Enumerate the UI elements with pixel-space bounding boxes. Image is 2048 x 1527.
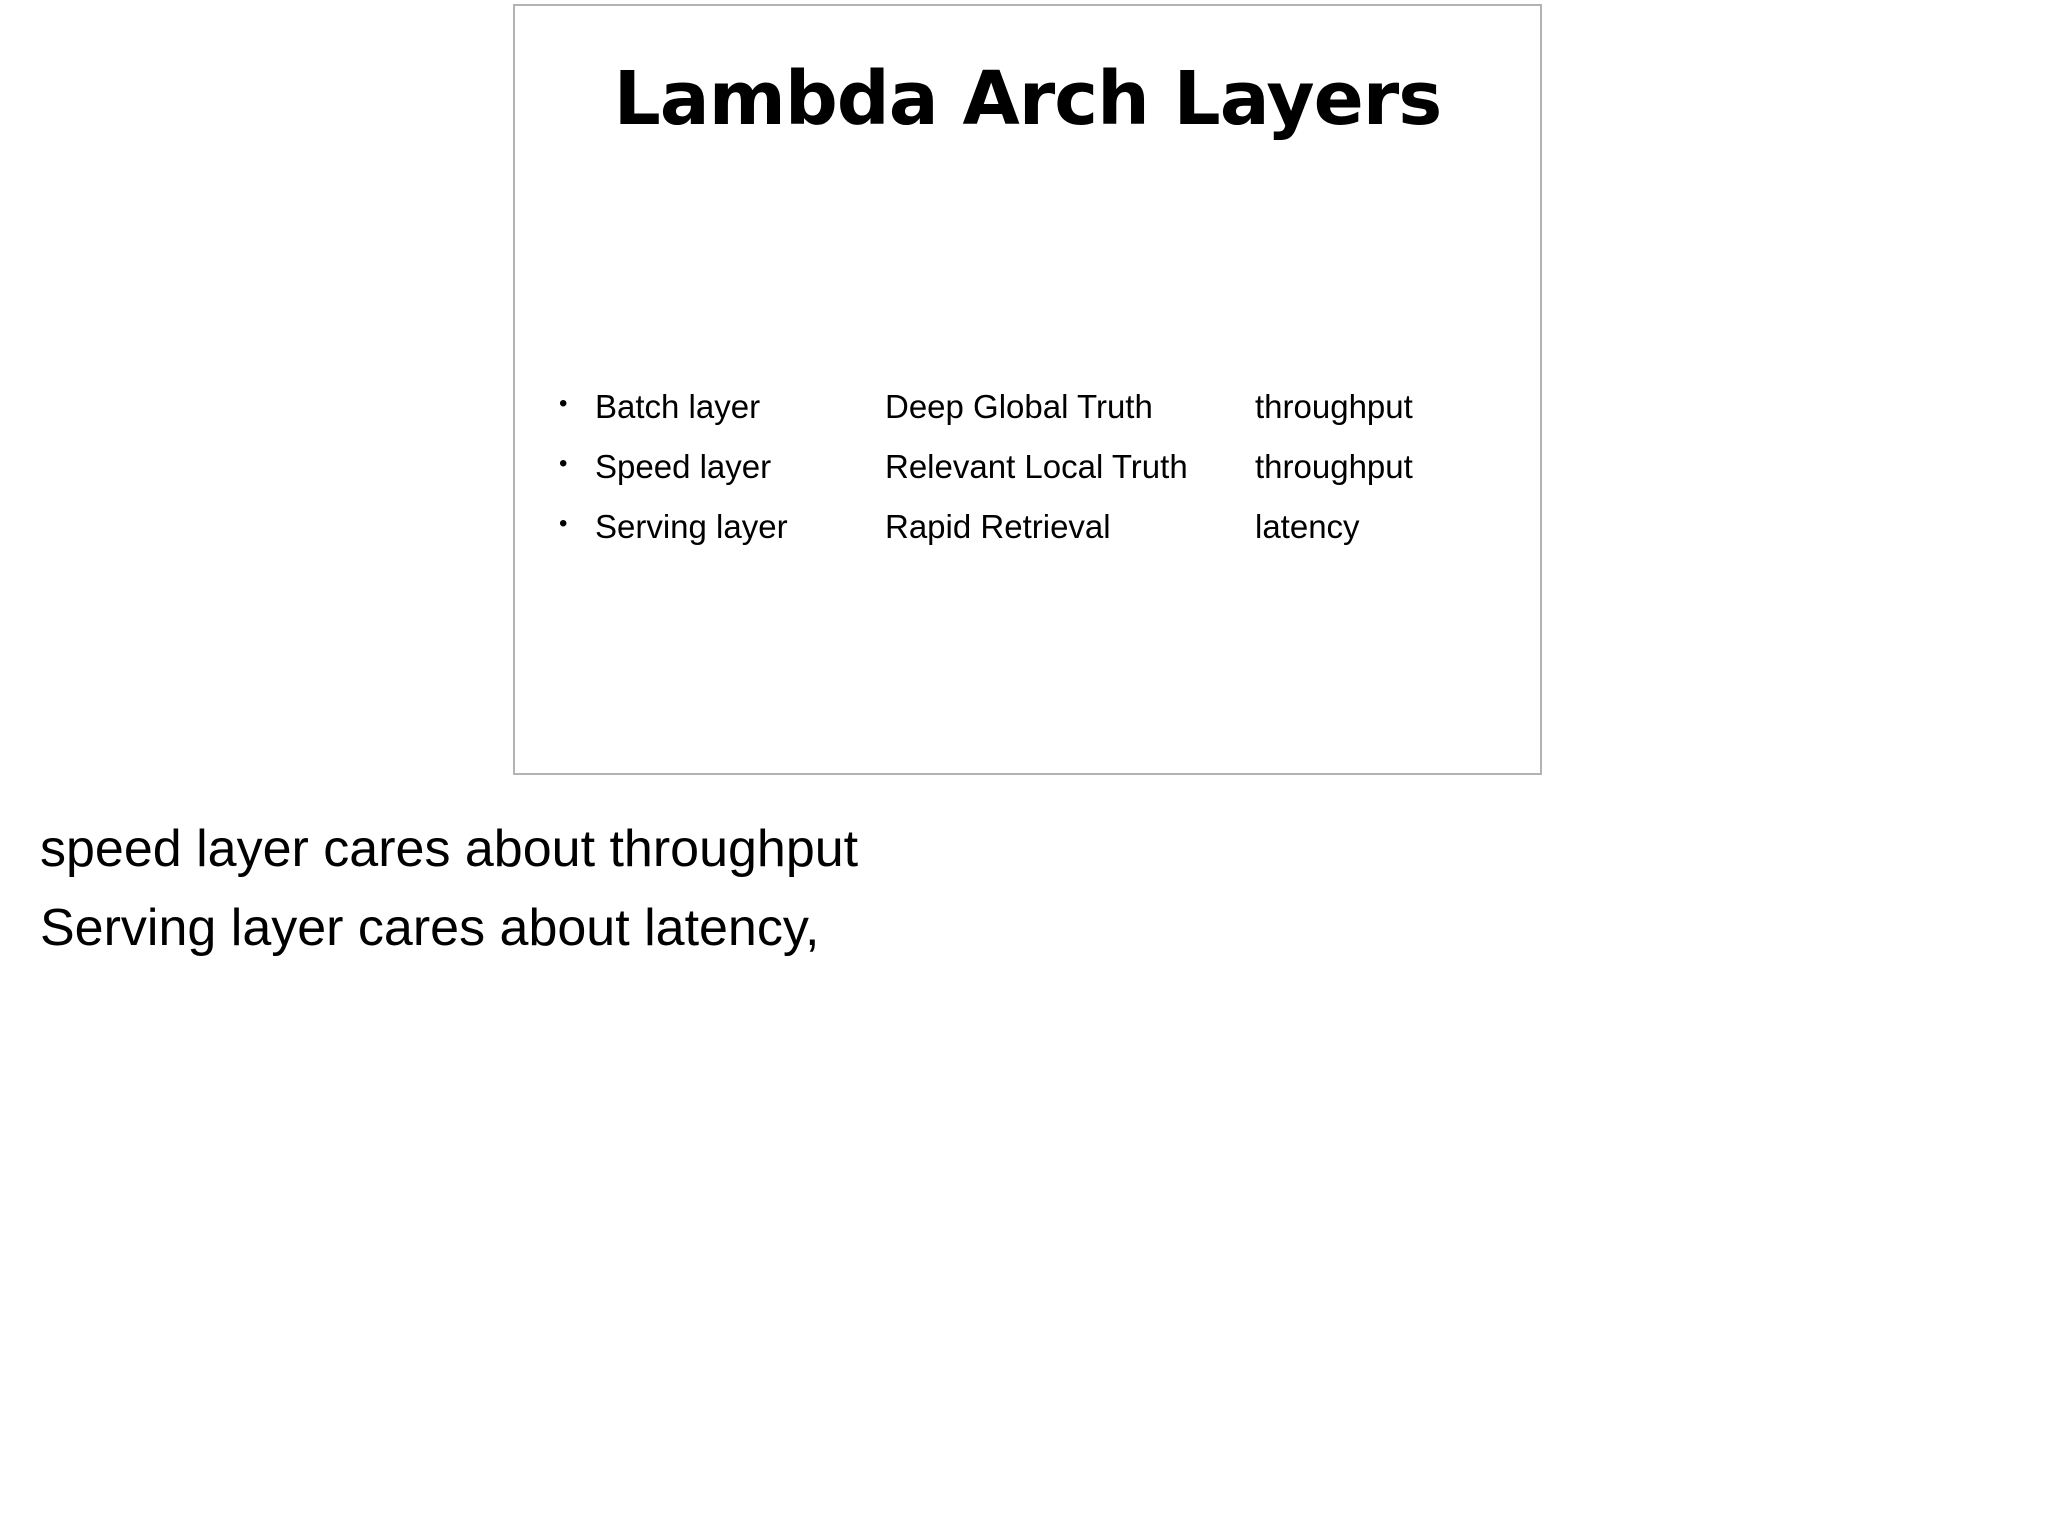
bullet-icon: • (559, 390, 568, 417)
list-item (515, 390, 1540, 450)
layer-name: Batch layer (595, 388, 761, 425)
bullet-icon: • (559, 510, 568, 537)
layer-metric: throughput (1255, 448, 1413, 485)
list-item (515, 450, 1540, 510)
layer-metric: latency (1255, 508, 1360, 545)
layers-list (515, 6, 1540, 773)
layer-truth: Rapid Retrieval (885, 508, 1111, 545)
layer-metric: throughput (1255, 388, 1413, 425)
speaker-notes (40, 810, 1940, 968)
layer-name: Speed layer (595, 448, 772, 485)
note-line: speed layer cares about throughput (40, 820, 859, 878)
list-item (515, 510, 1540, 570)
layer-truth: Relevant Local Truth (885, 448, 1188, 485)
layer-truth: Deep Global Truth (885, 388, 1153, 425)
bullet-icon: • (559, 450, 568, 477)
slide (513, 4, 1542, 775)
note-line: Serving layer cares about latency, (40, 899, 820, 957)
layer-name: Serving layer (595, 508, 788, 545)
slide-title: Lambda Arch Layers (613, 56, 1442, 142)
